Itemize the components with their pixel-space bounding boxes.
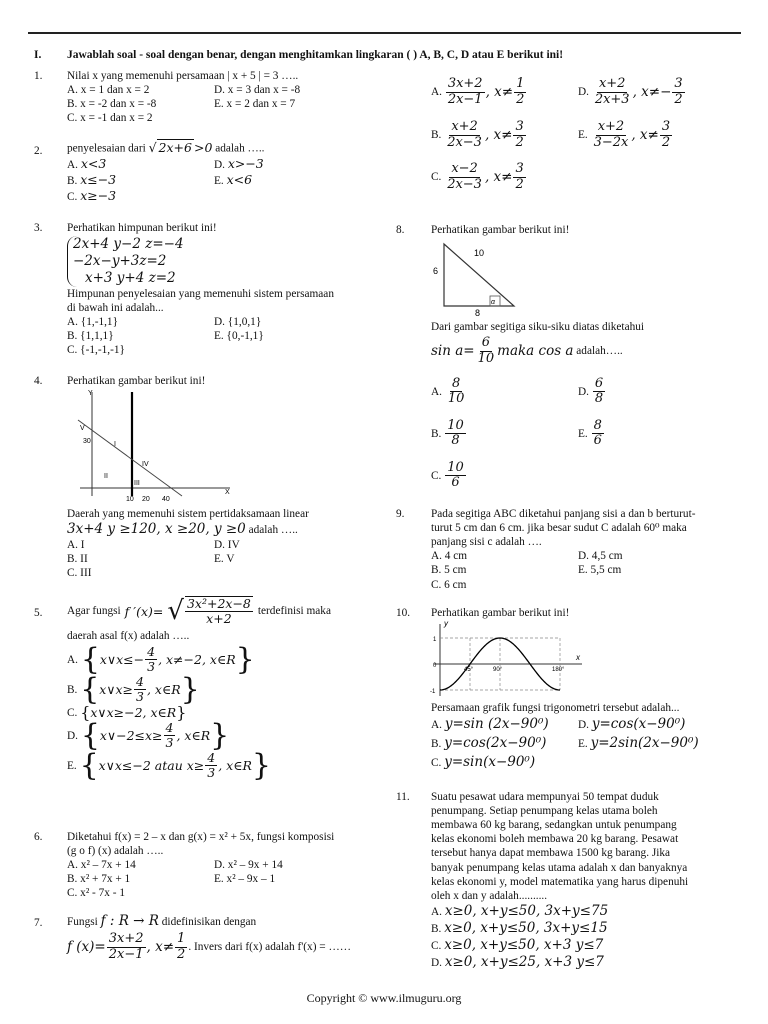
- q11-line-6: banyak penumpang kelas utama adalah x dan banyaknya: [431, 861, 688, 874]
- q8-sin: sin a=: [431, 343, 475, 360]
- q11-line-2: penumpang. Setiap penumpang kelas utama boleh: [431, 805, 658, 818]
- q8-e-num: 8: [593, 417, 602, 433]
- q10-tick-0: 0: [433, 663, 437, 669]
- q10-c-label: C.: [431, 756, 442, 769]
- q5-option-b: { x∨x≥ $\frac{4}{3}$ , x∈R }: [80, 671, 200, 707]
- q7-ask: . Invers dari f(x) adalah f'(x) = ……: [188, 941, 352, 954]
- q3-eq2: −2x−y+3z=2: [73, 252, 167, 269]
- q3-ask1: Himpunan penyelesaian yang memenuhi sistem persamaan: [67, 287, 334, 300]
- q8-d-label: D.: [578, 385, 589, 398]
- q4-tick-10: 10: [126, 496, 134, 503]
- q5-number: 5.: [34, 607, 43, 619]
- question-2: [67, 139, 264, 204]
- q7-a-cden: 2: [516, 91, 525, 107]
- q4-ask: Daerah yang memenuhi sistem pertidaksamaan linear: [67, 508, 309, 520]
- q7-c-cden: 2: [515, 176, 524, 192]
- q11-c-label: C.: [431, 939, 442, 952]
- q7-denominator: 2x−1: [108, 946, 144, 962]
- q8-triangle: [430, 240, 520, 318]
- section-number: I.: [34, 49, 42, 61]
- q3-option-e: E. {0,-1,1}: [214, 330, 264, 343]
- q4-option-d: D. IV: [214, 538, 240, 551]
- q1-option-c: C. x = -1 dan x = 2: [67, 112, 153, 125]
- q11-d-label: D.: [431, 956, 442, 969]
- q1-option-d: D. x = 3 dan x = -8: [214, 84, 301, 97]
- q7-map: f : R → R: [100, 913, 159, 929]
- q11-line-7: kelas ekonomi y, model matematika yang harus dipenuhi: [431, 875, 689, 888]
- q7-options: [431, 70, 751, 198]
- q5-d-num: 4: [165, 719, 174, 735]
- q4-y-label: Y: [88, 390, 93, 397]
- q10-option-d: y=cos(x−90⁰): [591, 716, 686, 733]
- q5-e-label: E.: [67, 759, 77, 772]
- q7-a-num: 3x+2: [447, 75, 483, 91]
- q4-region-i: I: [114, 441, 116, 448]
- q5-option-e: { x∨x≤−2 atau x≥ $\frac{4}{3}$ , x∈R }: [79, 747, 271, 783]
- q5-a-part1: x∨x≤−: [99, 652, 145, 668]
- q5-option-a: { x∨x≤− $\frac{4}{3}$ , x≠−2, x∈R }: [80, 641, 255, 677]
- q8-text: Perhatikan gambar berikut ini!: [431, 224, 570, 236]
- q7-e-cond: , x≠: [631, 126, 659, 143]
- top-rule: [28, 32, 741, 34]
- q8-c-num: 10: [447, 459, 464, 475]
- q7-d-cnum: 3: [674, 75, 683, 91]
- q2-c-label: C.: [67, 190, 78, 203]
- q9-number: 9.: [396, 508, 405, 520]
- q11-line-4: kelas ekonomi boleh membawa 20 kg barang. Pesawat: [431, 833, 679, 846]
- q10-a-label: A.: [431, 719, 442, 732]
- q2-option-c: x≥−3: [80, 187, 117, 203]
- q7-d-den: 2x+3: [594, 91, 630, 107]
- q7-b-den: 2x−3: [447, 134, 482, 150]
- q8-hyp-label: 10: [474, 248, 485, 258]
- q5-a-num: 4: [147, 643, 156, 659]
- q5-e-part1: x∨x≤−2 atau x≥: [98, 758, 205, 774]
- q9-option-e: E. 5,5 cm: [578, 564, 622, 577]
- footer-copyright: Copyright © www.ilmuguru.org: [306, 991, 462, 1005]
- q7-cond-den: 2: [177, 946, 186, 962]
- q10-y-label: y: [444, 619, 448, 628]
- q8-e-label: E.: [578, 427, 588, 440]
- q5-b-label: B.: [67, 683, 78, 696]
- q11-option-d: x≥0, x+y≤25, x+3 y≤7: [444, 953, 604, 970]
- q3-system: [67, 236, 184, 287]
- q2-option-e: x<6: [226, 171, 253, 187]
- q8-d-num: 6: [594, 375, 604, 391]
- q11-a-label: A.: [431, 905, 442, 918]
- q7-d-cden: 2: [674, 91, 683, 107]
- q8-b-num: 10: [447, 417, 464, 433]
- q5-option-c: { x∨x≥−2, x∈R }: [80, 702, 187, 722]
- q11-line-3: membawa 60 kg barang, sedangkan untuk penumpang: [431, 819, 677, 832]
- q2-pre: penyelesaian dari: [67, 142, 146, 155]
- question-1: [67, 69, 300, 125]
- q4-tick-40: 40: [162, 496, 170, 503]
- q8-b-label: B.: [431, 427, 442, 440]
- q5-post: terdefinisi maka: [257, 605, 331, 618]
- q6-text2: (g o f) (x) adalah …..: [67, 845, 164, 858]
- section-instruction: Jawablah soal - soal dengan benar, dengan menghitamkan lingkaran ( ) A, B, C, D atau E berikut ini!: [67, 49, 564, 61]
- q7-e-cnum: 3: [661, 118, 671, 134]
- q10-ask: Persamaan grafik fungsi trigonometri tersebut adalah...: [431, 702, 680, 714]
- q9-text2: turut 5 cm dan 6 cm. jika besar sudut C adalah 60⁰ maka: [431, 522, 687, 535]
- q7-a-den: 2x−1: [447, 91, 483, 107]
- q2-post: adalah …..: [215, 142, 265, 155]
- q5-e-num: 4: [207, 749, 216, 765]
- q10-tick-45: 45°: [464, 667, 474, 673]
- q2-radicand: 2x+6: [158, 140, 192, 155]
- question-8-body: [431, 320, 751, 497]
- q1-option-a: A. x = 1 dan x = 2: [67, 84, 150, 97]
- q7-e-label: E.: [578, 128, 588, 141]
- q6-option-a: A. x² – 7x + 14: [67, 859, 136, 872]
- q10-option-b: y=cos(2x−90⁰): [444, 734, 547, 751]
- q5-b-num: 4: [136, 673, 144, 689]
- q2-a-label: A.: [67, 158, 78, 171]
- q5-c-part1: x∨x≥−2, x∈R: [90, 705, 177, 721]
- q6-text1: Diketahui f(x) = 2 – x dan g(x) = x² + 5x, fungsi komposisi: [67, 831, 335, 843]
- q3-option-c: C. {-1,-1,-1}: [67, 344, 125, 357]
- q7-post: didefinisikan dengan: [161, 916, 257, 928]
- q4-option-e: E. V: [214, 553, 235, 566]
- q2-e-label: E.: [214, 174, 224, 187]
- q5-pre: Agar fungsi: [67, 605, 121, 618]
- q10-b-label: B.: [431, 737, 442, 750]
- q2-option-a: x<3: [80, 155, 107, 171]
- q2-radical: √ 2x+6 >0: [148, 139, 213, 155]
- q8-left-label: 6: [433, 266, 439, 276]
- q11-line-8: oleh x dan y adalah..........: [431, 889, 548, 902]
- q8-ask: Dari gambar segitiga siku-siku diatas diketahui: [431, 321, 645, 333]
- q2-d-label: D.: [214, 158, 225, 171]
- q8-a-den: 10: [447, 391, 465, 407]
- q10-number: 10.: [396, 607, 411, 619]
- q7-a-label: A.: [431, 85, 442, 98]
- q7-b-label: B.: [431, 128, 442, 141]
- q9-option-d: D. 4,5 cm: [578, 550, 623, 563]
- q5-option-d: { x∨−2≤x≥ $\frac{4}{3}$ , x∈R }: [80, 717, 230, 753]
- q8-b-den: 8: [451, 433, 460, 449]
- q4-option-a: A. I: [67, 538, 85, 551]
- q5-a-label: A.: [67, 653, 78, 666]
- q7-c-den: 2x−3: [447, 176, 482, 192]
- q5-d-part1: x∨−2≤x≥: [99, 728, 163, 744]
- q7-d-label: D.: [578, 85, 589, 98]
- question-5: [67, 596, 331, 781]
- q8-a-label: A.: [431, 385, 442, 398]
- q9-option-a: A. 4 cm: [431, 550, 468, 563]
- question-4: [67, 374, 205, 388]
- question-9: [431, 507, 695, 592]
- q10-tick-1: 1: [433, 637, 437, 643]
- q5-d-label: D.: [67, 729, 78, 742]
- q5-ask: daerah asal f(x) adalah …..: [67, 629, 190, 642]
- q7-a-cond: , x≠: [485, 83, 514, 100]
- q5-a-part2: , x≠−2, x∈R: [158, 652, 236, 668]
- q7-b-cond: , x≠: [484, 126, 513, 143]
- q10-option-c: y=sin(x−90⁰): [444, 753, 536, 770]
- q4-inequality: 3x+4 y ≥120, x ≥20, y ≥0: [67, 521, 246, 538]
- q7-cond-num: 1: [177, 930, 186, 946]
- q7-b-cden: 2: [515, 134, 524, 150]
- q8-bottom-label: 8: [475, 308, 481, 318]
- q5-numerator: 3x²+2x−8: [186, 596, 251, 611]
- q2-b-label: B.: [67, 174, 78, 187]
- question-6: [67, 830, 334, 901]
- question-3: [67, 221, 334, 357]
- q1-option-e: E. x = 2 dan x = 7: [214, 98, 296, 111]
- q7-c-label: C.: [431, 170, 442, 183]
- q11-option-b: x≥0, x+y≤50, 3x+y≤15: [444, 919, 608, 936]
- q2-option-b: x≤−3: [80, 171, 117, 187]
- q3-option-d: D. {1,0,1}: [214, 315, 262, 328]
- q4-graph: [70, 388, 240, 506]
- q4-tick-30: 30: [83, 438, 91, 445]
- question-8: [431, 223, 569, 237]
- q11-line-5: tersebut hanya dapat membawa 1500 kg barang. Jika: [431, 847, 671, 860]
- question-11: [431, 790, 751, 970]
- q5-c-label: C.: [67, 706, 78, 719]
- q7-c-num: x−2: [451, 160, 478, 176]
- q2-number: 2.: [34, 145, 43, 157]
- q8-sin-den: 10: [477, 351, 495, 367]
- q3-text: Perhatikan himpunan berikut ini!: [67, 222, 217, 234]
- q10-tick-180: 180°: [552, 667, 565, 673]
- q8-d-den: 8: [594, 391, 604, 407]
- q1-option-b: B. x = -2 dan x = -8: [67, 98, 157, 111]
- q5-e-den: 3: [207, 765, 216, 781]
- q3-option-a: A. {1,-1,1}: [67, 315, 119, 328]
- q4-tick-20: 20: [142, 496, 150, 503]
- q10-e-label: E.: [578, 737, 588, 750]
- q6-option-e: E. x² – 9x – 1: [214, 873, 276, 886]
- q11-line-1: Suatu pesawat udara mempunyai 50 tempat duduk: [431, 791, 659, 803]
- question-7: [67, 913, 351, 963]
- q3-option-b: B. {1,1,1}: [67, 330, 114, 343]
- q6-option-b: B. x² + 7x + 1: [67, 873, 131, 886]
- q5-d-part2: , x∈R: [176, 728, 211, 744]
- q11-number: 11.: [396, 791, 410, 803]
- q5-b-part2: , x∈R: [146, 682, 181, 698]
- q3-eq1: 2x+4 y−2 z=−4: [73, 236, 184, 253]
- q1-text: Nilai x yang memenuhi persamaan | x + 5 | = 3 …..: [67, 70, 299, 82]
- q7-c-cnum: 3: [515, 160, 524, 176]
- q10-option-e: y=2sin(2x−90⁰): [590, 734, 699, 751]
- q7-a-cnum: 1: [516, 75, 525, 91]
- q8-c-den: 6: [451, 475, 460, 491]
- q8-number: 8.: [396, 224, 405, 236]
- q5-a-den: 3: [147, 659, 156, 675]
- q8-e-den: 6: [593, 433, 602, 449]
- q8-a-num: 8: [451, 375, 461, 391]
- q10-text: Perhatikan gambar berikut ini!: [431, 607, 570, 619]
- q2-text: [67, 139, 264, 156]
- q7-b-num: x+2: [451, 118, 478, 134]
- q10-x-label: x: [576, 653, 580, 662]
- q6-option-d: D. x² – 9x + 14: [214, 859, 283, 872]
- q10-graph: [430, 618, 585, 700]
- q4-x-label: X: [225, 489, 230, 496]
- q8-c-label: C.: [431, 469, 442, 482]
- q3-ask2: di bawah ini adalah...: [67, 301, 164, 314]
- q7-c-cond: , x≠: [484, 168, 513, 185]
- q9-option-b: B. 5 cm: [431, 564, 467, 577]
- q8-post: adalah…..: [576, 345, 623, 358]
- q7-d-cond: , x≠−: [632, 83, 672, 100]
- q5-radical: √ $\frac{\text{3x²+2x−8}}{x+2}$: [167, 596, 251, 627]
- q4-region-iii: III: [134, 480, 140, 487]
- q5-b-part1: x∨x≥: [99, 682, 134, 698]
- q4-region-ii: II: [104, 473, 108, 480]
- q7-b-cnum: 3: [515, 118, 524, 134]
- q1-number: 1.: [34, 70, 43, 82]
- q3-eq3: x+3 y+4 z=2: [85, 269, 176, 286]
- q8-alpha-label: α: [491, 299, 495, 306]
- q5-e-part2: , x∈R: [218, 758, 252, 774]
- q10-d-label: D.: [578, 719, 589, 732]
- q3-number: 3.: [34, 222, 43, 234]
- q7-number: 7.: [34, 917, 43, 929]
- q4-text: Perhatikan gambar berikut ini!: [67, 375, 206, 387]
- q11-option-c: x≥0, x+y≤50, x+3 y≤7: [444, 936, 604, 953]
- q7-pre: Fungsi: [67, 916, 98, 928]
- q4-post: adalah …..: [248, 524, 298, 537]
- q10-option-a: y=sin (2x−90⁰): [444, 716, 549, 733]
- q9-option-c: C. 6 cm: [431, 578, 467, 591]
- q5-fn: f ′(x)=: [124, 603, 164, 619]
- q4-region-iv: IV: [142, 461, 149, 468]
- q9-text1: Pada segitiga ABC diketahui panjang sisi a dan b berturut-: [431, 508, 696, 520]
- q8-maka: maka cos a: [497, 343, 574, 360]
- q4-option-c: C. III: [67, 567, 92, 580]
- q9-text3: panjang sisi c adalah ….: [431, 536, 542, 549]
- q6-option-c: C. x² - 7x - 1: [67, 887, 125, 900]
- q5-denominator: x+2: [206, 611, 232, 627]
- q7-numerator: 3x+2: [108, 930, 144, 946]
- q7-fx: f (x)=: [67, 938, 106, 955]
- q7-d-num: x+2: [598, 75, 626, 91]
- q10-tick-m1: -1: [430, 689, 436, 695]
- q2-option-d: x>−3: [227, 155, 264, 171]
- q7-e-cden: 2: [661, 134, 671, 150]
- q8-sin-num: 6: [481, 335, 490, 351]
- q11-b-label: B.: [431, 922, 442, 935]
- q7-e-den: 3−2x: [593, 134, 629, 150]
- q2-cond: >0: [193, 139, 213, 155]
- question-10-body: [431, 701, 751, 771]
- q4-region-v: V: [80, 425, 85, 432]
- q11-option-a: x≥0, x+y≤50, 3x+y≤75: [444, 902, 609, 919]
- q4-number: 4.: [34, 375, 43, 387]
- q4-option-b: B. II: [67, 553, 88, 566]
- q6-number: 6.: [34, 831, 43, 843]
- q7-cond: , x≠: [146, 938, 175, 955]
- q7-e-num: x+2: [597, 118, 625, 134]
- q10-tick-90: 90°: [493, 667, 503, 673]
- question-4-body: [67, 507, 309, 580]
- q5-b-den: 3: [136, 689, 144, 705]
- q5-d-den: 3: [165, 735, 174, 751]
